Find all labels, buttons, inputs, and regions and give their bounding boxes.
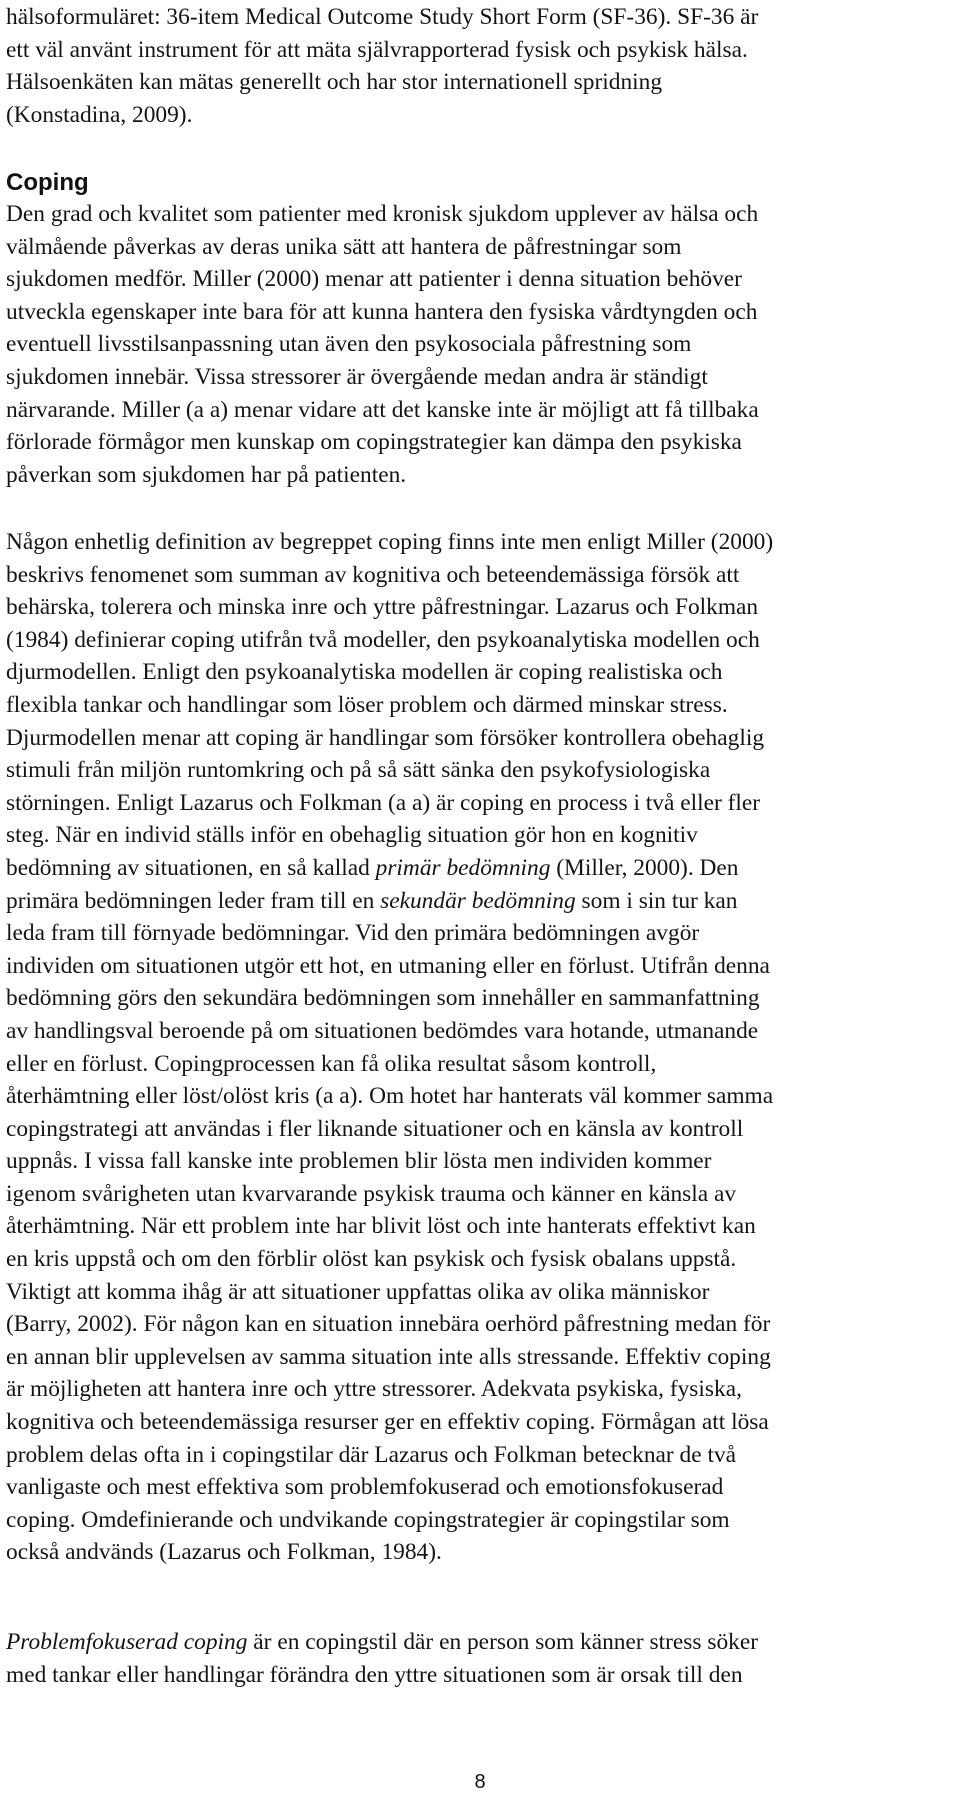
text-line: sjukdomen innebär. Vissa stressorer är övergående medan andra är ständigt — [6, 363, 708, 390]
text-line: återhämtning eller löst/olöst kris (a a). Om hotet har hanterats väl kommer samma — [6, 1083, 774, 1110]
text-run: är en copingstil där en person som känner stress söker — [247, 1629, 759, 1655]
text-run: (Miller, 2000). Den — [550, 854, 739, 881]
text-line: problem delas ofta in i copingstilar där Lazarus och Folkman betecknar de två — [6, 1441, 737, 1468]
coping-paragraph-1 — [6, 198, 956, 491]
text-line: närvarande. Miller (a a) menar vidare att det kanske inte är möjligt att få tillbaka — [6, 396, 759, 423]
problem-focused-paragraph — [6, 1626, 956, 1691]
text-line: en annan blir upplevelsen av samma situation inte alls stressande. Effektiv coping — [6, 1343, 771, 1370]
text-line: eller en förlust. Copingprocessen kan få olika resultat såsom kontroll, — [6, 1050, 657, 1077]
text-line: störningen. Enligt Lazarus och Folkman (a a) är coping en process i två eller fler — [6, 789, 761, 816]
text-line — [6, 1626, 956, 1659]
text-line: beskrivs fenomenet som summan av kognitiva och beteendemässiga försök att — [6, 561, 740, 588]
text-line: eventuell livsstilsanpassning utan även den psykosociala påfrestning som — [6, 331, 692, 358]
text-line: hälsoformuläret: 36-item Medical Outcome Study Short Form (SF-36). SF-36 är — [6, 4, 759, 30]
text-line: är möjligheten att hantera inre och yttre stressorer. Adekvata psykiska, fysiska, — [6, 1376, 742, 1403]
text-line: Viktigt att komma ihåg är att situationer uppfattas olika av olika människor — [6, 1278, 710, 1305]
italic-term-problemfokuserad-coping: Problemfokuserad coping — [6, 1629, 248, 1655]
text-line: återhämtning. När ett problem inte har blivit löst och inte hanterats effektivt kan — [6, 1213, 756, 1240]
text-line: utveckla egenskaper inte bara för att kunna hantera den fysiska vårdtyngden och — [6, 298, 758, 325]
text-line: Någon enhetlig definition av begreppet coping finns inte men enligt Miller (2000) — [6, 529, 774, 555]
text-line: (1984) definierar coping utifrån två modeller, den psykoanalytiska modellen och — [6, 626, 760, 653]
text-line: (Barry, 2002). För någon kan en situation innebära oerhörd påfrestning medan för — [6, 1311, 771, 1338]
text-line: flexibla tankar och handlingar som löser problem och därmed minskar stress. — [6, 691, 728, 718]
text-line — [6, 885, 956, 918]
text-line: stimuli från miljön runtomkring och på så sätt sänka den psykofysiologiska — [6, 757, 711, 784]
text-line: copingstrategi att användas i fler liknande situationer och en känsla av kontroll — [6, 1115, 744, 1142]
text-line: av handlingsval beroende på om situationen bedömdes vara hotande, utmanande — [6, 1017, 759, 1044]
italic-term-primar-bedomning: primär bedömning — [375, 854, 551, 881]
text-line: individen om situationen utgör ett hot, en utmaning eller en förlust. Utifrån denna — [6, 952, 770, 979]
text-line: en kris uppstå och om den förblir olöst kan psykisk och fysisk obalans uppstå. — [6, 1246, 737, 1273]
coping-paragraph-2 — [6, 526, 956, 1569]
text-line: igenom svårigheten utan kvarvarande psykisk trauma och känner en känsla av — [6, 1180, 737, 1207]
text-line: djurmodellen. Enligt den psykoanalytiska modellen är coping realistiska och — [6, 659, 723, 686]
text-line: Hälsoenkäten kan mätas generellt och har stor internationell spridning — [6, 69, 663, 96]
text-run: som i sin tur kan — [575, 887, 738, 914]
text-line: välmående påverkas av deras unika sätt att hantera de påfrestningar som — [6, 233, 682, 260]
text-run: bedömning av situationen, en så kallad — [6, 854, 376, 881]
text-line: behärska, tolerera och minska inre och yttre påfrestningar. Lazarus och Folkman — [6, 594, 759, 621]
intro-paragraph — [6, 1, 956, 131]
text-line: sjukdomen medför. Miller (2000) menar att patienter i denna situation behöver — [6, 266, 742, 293]
text-line: också andvänds (Lazarus och Folkman, 1984). — [6, 1539, 442, 1566]
text-line: uppnås. I vissa fall kanske inte problemen blir lösta men individen kommer — [6, 1148, 712, 1175]
text-line — [6, 852, 956, 885]
section-heading: Coping — [6, 169, 89, 196]
italic-term-sekundar-bedomning: sekundär bedömning — [380, 887, 576, 914]
text-line: Djurmodellen menar att coping är handlingar som försöker kontrollera obehaglig — [6, 724, 765, 751]
text-line: steg. När en individ ställs inför en obehaglig situation gör hon en kognitiv — [6, 822, 698, 849]
text-line: kognitiva och beteendemässiga resurser ger en effektiv coping. Förmågan att lösa — [6, 1409, 769, 1436]
text-run: primära bedömningen leder fram till en — [6, 887, 381, 914]
text-line: förlorade förmågor men kunskap om copingstrategier kan dämpa den psykiska — [6, 429, 742, 456]
page-number: 8 — [474, 1771, 486, 1793]
text-line: coping. Omdefinierande och undvikande copingstrategier är copingstilar som — [6, 1506, 730, 1533]
text-line: med tankar eller handlingar förändra den yttre situationen som är orsak till den — [6, 1661, 743, 1688]
text-line: påverkan som sjukdomen har på patienten. — [6, 461, 407, 488]
text-line: Den grad och kvalitet som patienter med kronisk sjukdom upplever av hälsa och — [6, 201, 759, 227]
text-line: vanligaste och mest effektiva som problemfokuserad och emotionsfokuserad — [6, 1474, 724, 1501]
text-line: (Konstadina, 2009). — [6, 101, 193, 128]
text-line: leda fram till förnyade bedömningar. Vid den primära bedömningen avgör — [6, 920, 700, 947]
text-line: ett väl använt instrument för att mäta självrapporterad fysisk och psykisk hälsa. — [6, 36, 748, 63]
text-line: bedömning görs den sekundära bedömningen som innehåller en sammanfattning — [6, 985, 760, 1012]
